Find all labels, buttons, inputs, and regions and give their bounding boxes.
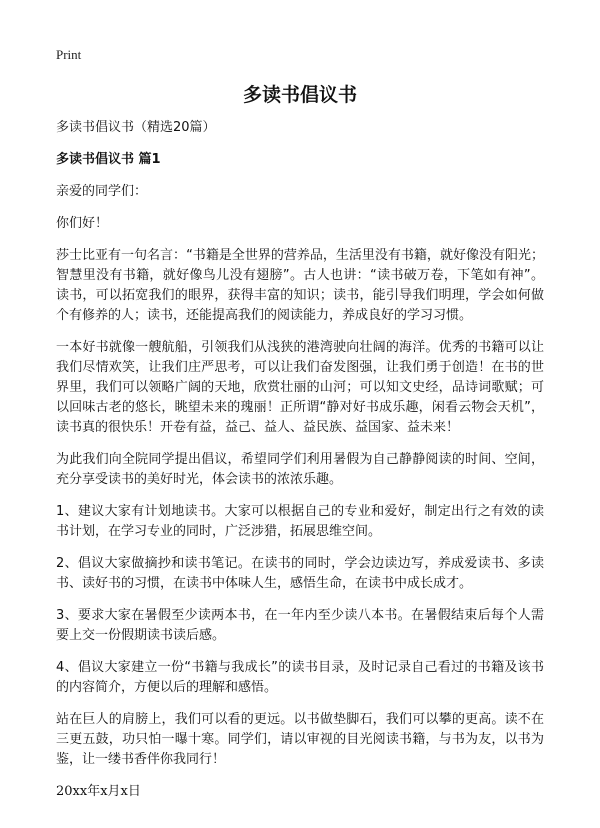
paragraph-item-1: 1、建议大家有计划地读书。大家可以根据自己的专业和爱好，制定出行之有效的读书计划，在学习专业的同时，广泛涉猎，拓展思维空间。 bbox=[56, 504, 544, 539]
document-subtitle: 多读书倡议书（精选20篇） bbox=[56, 120, 216, 135]
document-body bbox=[56, 118, 544, 802]
paragraph-proposal: 为此我们向全院同学提出倡议，希望同学们利用暑假为自己静静阅读的时间、空间，充分享受读书的美好时光，体会读书的浓浓乐趣。 bbox=[56, 452, 544, 487]
paragraph-item-3: 3、要求大家在暑假至少读两本书，在一年内至少读八本书。在暑假结束后每个人需要上交一份假期读书读后感。 bbox=[56, 608, 544, 643]
document-date: 20xx年x月x日 bbox=[56, 784, 141, 799]
paragraph-closing: 站在巨人的肩膀上，我们可以看的更远。以书做垫脚石，我们可以攀的更高。读不在三更五鼓，功只怕一曝十寒。同学们，请以审视的目光阅读书籍，与书为友，以书为鉴，让一缕书香伴你我同行！ bbox=[56, 712, 544, 767]
section-heading: 多读书倡议书 篇1 bbox=[56, 152, 161, 167]
greeting: 你们好！ bbox=[56, 216, 109, 231]
page-title: 多读书倡议书 bbox=[242, 84, 357, 106]
paragraph-item-2: 2、倡议大家做摘抄和读书笔记。在读书的同时，学会边读边写，养成爱读书、多读书、读好书的习惯，在读书中体味人生，感悟生命，在读书中成长成才。 bbox=[56, 556, 544, 591]
print-link[interactable]: Print bbox=[56, 47, 82, 62]
paragraph-item-4: 4、倡议大家建立一份“书籍与我成长”的读书目录，及时记录自己看过的书籍及该书的内容简介，方便以后的理解和感悟。 bbox=[56, 660, 544, 695]
salutation: 亲爱的同学们： bbox=[56, 184, 148, 199]
paragraph-books: 一本好书就像一艘航船，引领我们从浅狭的港湾驶向壮阔的海洋。优秀的书籍可以让我们尽情欢笑，让我们庄严思考，可以让我们奋发图强，让我们勇于创造！在书的世界里，我们可以领略广阔的天地，欣赏壮丽的山河；可以知文史经，品诗词歌赋；可以回味古老的悠长，眺望未来的瑰丽！正所谓“静对好书成乐趣，闲看云物会天机”，读书真的很快乐！开卷有益，益己、益人、益民族、益国家、益未来！ bbox=[56, 340, 544, 435]
paragraph-intro: 莎士比亚有一句名言：“书籍是全世界的营养品，生活里没有书籍，就好像没有阳光；智慧里没有书籍，就好像鸟儿没有翅膀”。古人也讲：“读书破万卷，下笔如有神”。读书，可以拓宽我们的眼界，获得丰富的知识；读书，能引导我们明理，学会如何做个有修养的人；读书，还能提高我们的阅读能力，养成良好的学习习惯。 bbox=[56, 248, 544, 323]
